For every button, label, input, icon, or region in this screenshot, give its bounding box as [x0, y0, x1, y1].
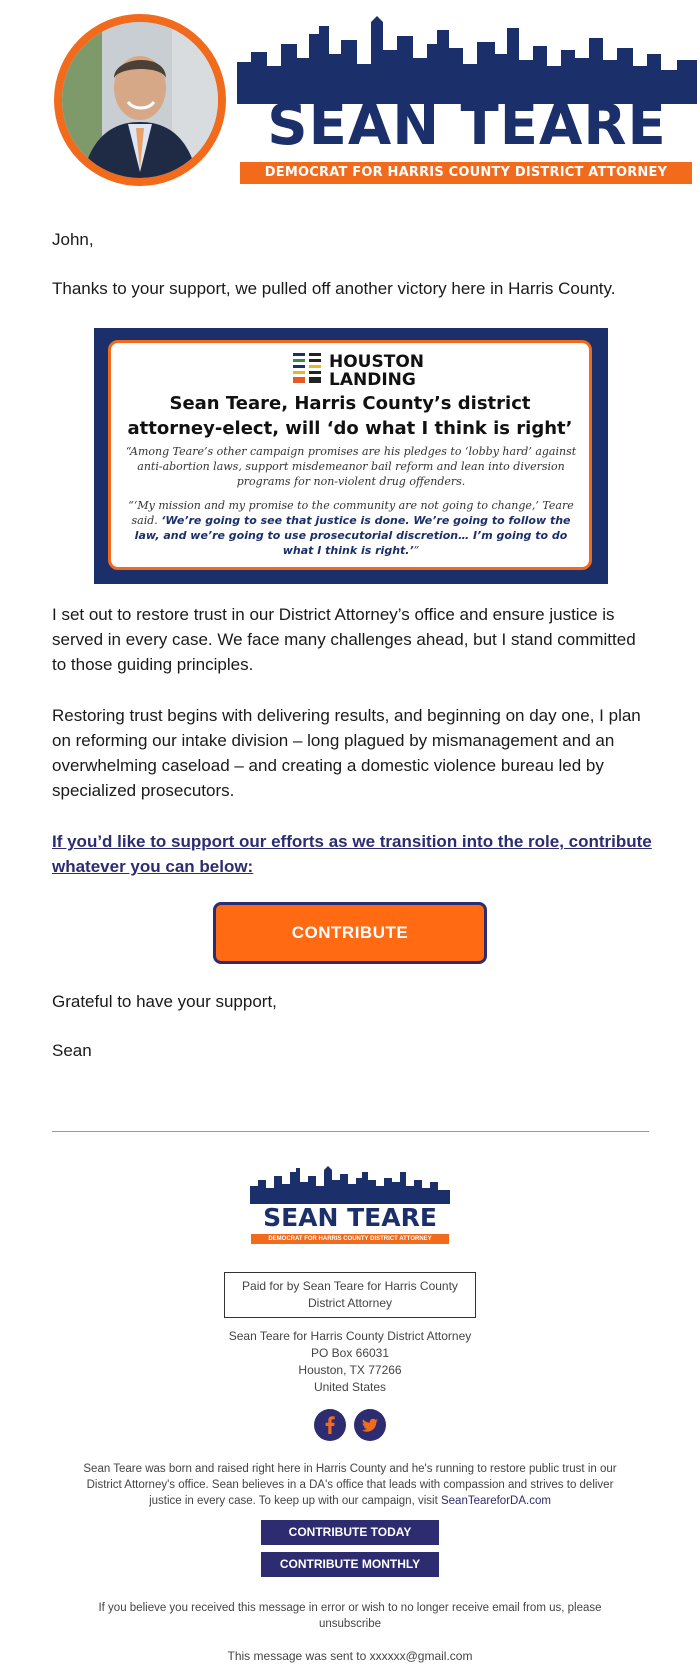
- houston-landing-icon: [293, 353, 323, 385]
- signature: Sean: [52, 1041, 92, 1060]
- paid-for-disclaimer: Paid for by Sean Teare for Harris County District Attorney: [224, 1272, 476, 1318]
- mailing-address: [150, 1328, 550, 1396]
- facebook-link[interactable]: [314, 1409, 346, 1441]
- greeting: John,: [52, 230, 94, 249]
- candidate-photo: [62, 22, 218, 178]
- footer-logo-tagline: DEMOCRAT FOR HARRIS COUNTY DISTRICT ATTORNEY: [251, 1234, 449, 1244]
- address-line-1: Sean Teare for Harris County District Attorney: [228, 1329, 472, 1343]
- twitter-link[interactable]: [354, 1409, 386, 1441]
- article-headline: Sean Teare, Harris County’s district attorney-elect, will ‘do what I think is right’: [127, 393, 573, 439]
- skyline-graphic: [237, 14, 697, 104]
- candidate-photo-frame: [54, 14, 226, 186]
- closing-line: Grateful to have your support,: [52, 992, 277, 1011]
- contribute-today-button[interactable]: CONTRIBUTE TODAY: [261, 1520, 439, 1545]
- contribute-cta-link[interactable]: If you’d like to support our efforts as we transition into the role, contribute whatever you can below:: [52, 832, 652, 876]
- intro-paragraph: Thanks to your support, we pulled off another victory here in Harris County.: [52, 279, 616, 298]
- facebook-icon: [314, 1409, 346, 1441]
- address-line-3: Houston, TX 77266: [298, 1363, 402, 1377]
- logo-title: SEAN TEARE: [267, 93, 667, 158]
- address-line-2: PO Box 66031: [310, 1346, 390, 1360]
- contribute-button[interactable]: CONTRIBUTE: [213, 902, 487, 964]
- recipient-email: xxxxxx@gmail.com: [369, 1649, 473, 1663]
- footer-skyline-graphic: [250, 1166, 450, 1204]
- candidate-bio: Sean Teare was born and raised right here in Harris County and he's running to restore public trust in our District Attorney's office. Sean believes in a DA's office that leads with compassion and strives to deliver justice in every case. To keep up with our campaign, visit SeanTeareforDA.com: [83, 1463, 617, 1507]
- website-link[interactable]: SeanTeareforDA.com: [440, 1495, 551, 1507]
- address-line-4: United States: [313, 1380, 387, 1394]
- unsubscribe-notice: If you believe you received this message in error or wish to no longer receive email from us, please unsubscribe: [98, 1602, 602, 1630]
- houston-landing-logo: [293, 353, 433, 389]
- article-card: [108, 340, 592, 570]
- footer-logo: [250, 1166, 450, 1250]
- news-article-image[interactable]: [94, 328, 608, 584]
- article-quote-2: “‘My mission and my promise to the community are not going to change,’ Teare said. ‘We’re going to see that justice is done. We’re going to follow the law, and we’re going to use prosecutorial discretion… I’m going to do what I think is right.’”: [128, 499, 574, 557]
- twitter-icon: [354, 1409, 386, 1441]
- houston-landing-name: HOUSTON LANDING: [329, 352, 425, 390]
- sent-to-notice: This message was sent to xxxxxx@gmail.com: [227, 1649, 473, 1663]
- paragraph-trust: I set out to restore trust in our District Attorney’s office and ensure justice is served in every case. We face many challenges ahead, but I stand committed to those guiding principles.: [52, 605, 636, 674]
- campaign-logo: [237, 14, 697, 194]
- footer-divider: [52, 1131, 649, 1132]
- footer-logo-title: SEAN TEARE: [263, 1203, 437, 1232]
- contribute-monthly-button[interactable]: CONTRIBUTE MONTHLY: [261, 1552, 439, 1577]
- email-header: [52, 10, 668, 190]
- unsubscribe-link[interactable]: unsubscribe: [318, 1618, 381, 1630]
- logo-tagline: DEMOCRAT FOR HARRIS COUNTY DISTRICT ATTORNEY: [240, 162, 692, 184]
- paragraph-results: Restoring trust begins with delivering results, and beginning on day one, I plan on reforming our intake division – long plagued by mismanagement and an overwhelming caseload – and creating a domestic violence bureau led by specialized prosecutors.: [52, 706, 641, 800]
- article-quote-1: “Among Teare’s other campaign promises are his pledges to ‘lobby hard’ against anti-abortion laws, support misdemeanor bail reform and lean into diversion programs for non-violent drug offenders.: [125, 445, 577, 488]
